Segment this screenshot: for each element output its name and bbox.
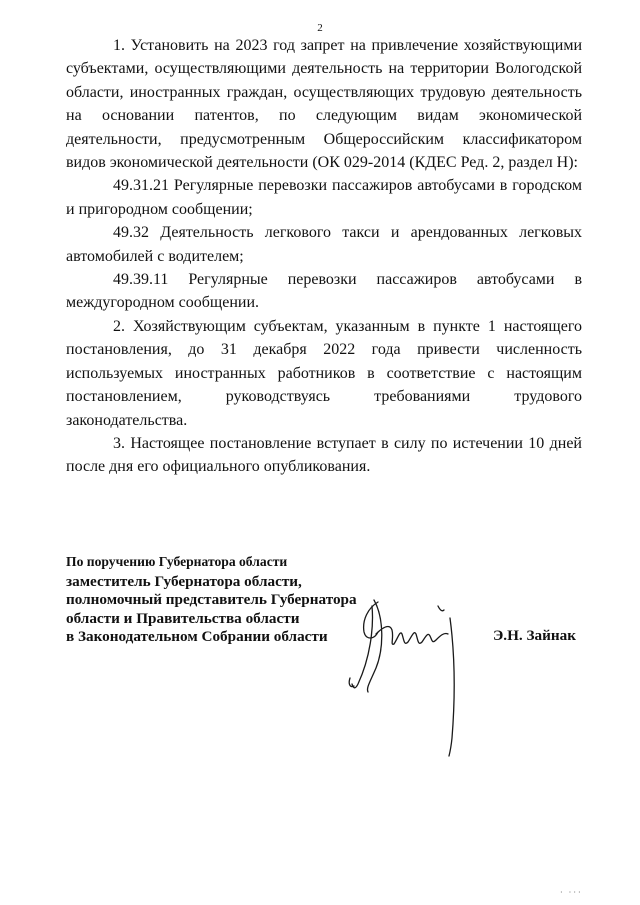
handwritten-signature <box>340 588 480 758</box>
signature-line-2: заместитель Губернатора области, <box>66 572 302 590</box>
paragraph-okved-49-39-11: 49.39.11 Регулярные перевозки пассажиров автобусами в междугородном сообщении. <box>66 271 582 312</box>
paragraph-okved-49-32: 49.32 Деятельность легкового такси и арендованных легковых автомобилей с водителем; <box>66 224 582 265</box>
signature-line-5: в Законодательном Собрании области <box>66 628 328 645</box>
document-body <box>66 34 582 479</box>
signature-line-1: По поручению Губернатора области <box>66 554 288 569</box>
signature-line-3: полномочный представитель Губернатора <box>66 591 357 608</box>
paragraph-3: 3. Настоящее постановление вступает в силу по истечении 10 дней после дня его официального опубликования. <box>66 434 582 476</box>
paragraph-okved-49-31-21: 49.31.21 Регулярные перевозки пассажиров автобусами в городском и пригородном сообщении; <box>66 177 582 218</box>
paragraph-1: 1. Установить на 2023 год запрет на привлечение хозяйствующими субъектами, осуществляющими деятельность на территории Вологодской области, иностранных граждан, осуществляющих трудовую деятельность на основании патентов, по следующим видам экономической деятельности, предусмотренным Общероссийским классификатором видов экономической деятельности (ОК 029-2014 (КДЕС Ред. 2, раздел Н): <box>66 37 582 172</box>
corner-marks: · ··· <box>560 888 583 897</box>
paragraph-2: 2. Хозяйствующим субъектам, указанным в пункте 1 настоящего постановления, до 31 декабря 2022 года привести численность используемых иностранных работников в соответствие с настоящим постановлением, руководствуясь требованиями трудового законодательства. <box>66 317 582 429</box>
page-number: 2 <box>317 22 323 34</box>
signature-line-4: области и Правительства области <box>66 609 300 627</box>
signer-name: Э.Н. Зайнак <box>493 627 576 644</box>
